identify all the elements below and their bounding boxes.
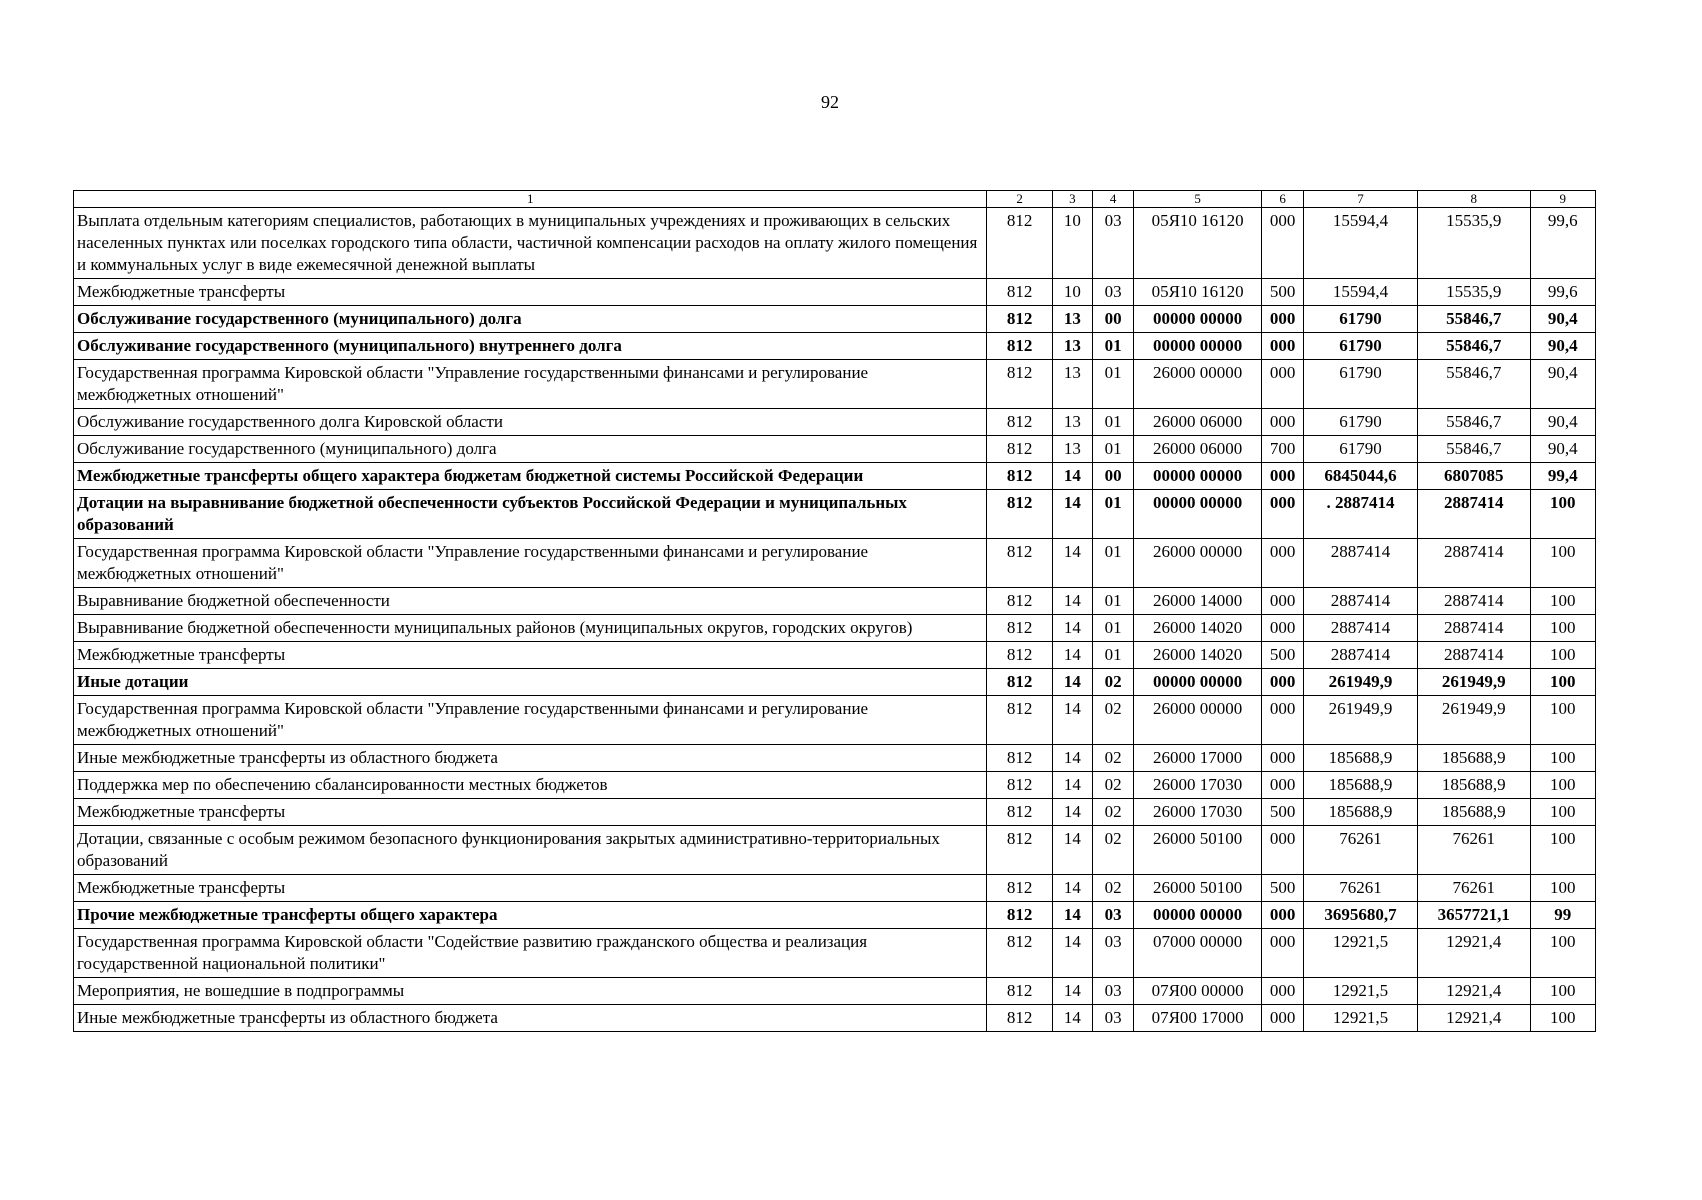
column-header: 8 <box>1417 191 1530 208</box>
cell-actual: 15535,9 <box>1417 279 1530 306</box>
cell-subsection: 01 <box>1093 615 1134 642</box>
cell-target-code: 00000 00000 <box>1134 902 1262 929</box>
cell-plan: 76261 <box>1304 826 1418 875</box>
table-row <box>74 588 1596 615</box>
cell-percent: 100 <box>1530 875 1595 902</box>
column-header: 4 <box>1093 191 1134 208</box>
cell-target-code: 26000 14000 <box>1134 588 1262 615</box>
table-row <box>74 409 1596 436</box>
cell-actual: 55846,7 <box>1417 436 1530 463</box>
cell-actual: 2887414 <box>1417 588 1530 615</box>
cell-target-code: 26000 00000 <box>1134 696 1262 745</box>
cell-subsection: 01 <box>1093 360 1134 409</box>
table-row <box>74 333 1596 360</box>
cell-section: 14 <box>1052 669 1092 696</box>
table-row <box>74 490 1596 539</box>
cell-admin-code: 812 <box>987 642 1052 669</box>
cell-target-code: 26000 17030 <box>1134 799 1262 826</box>
cell-admin-code: 812 <box>987 978 1052 1005</box>
cell-actual: 2887414 <box>1417 615 1530 642</box>
cell-subsection: 03 <box>1093 279 1134 306</box>
cell-plan: 12921,5 <box>1304 1005 1418 1032</box>
cell-plan: 3695680,7 <box>1304 902 1418 929</box>
cell-target-code: 26000 50100 <box>1134 826 1262 875</box>
cell-section: 14 <box>1052 1005 1092 1032</box>
cell-actual: 2887414 <box>1417 490 1530 539</box>
cell-percent: 90,4 <box>1530 306 1595 333</box>
cell-percent: 100 <box>1530 490 1595 539</box>
cell-plan: 61790 <box>1304 436 1418 463</box>
cell-expense-type: 000 <box>1261 669 1303 696</box>
cell-percent: 90,4 <box>1530 360 1595 409</box>
cell-subsection: 03 <box>1093 1005 1134 1032</box>
cell-admin-code: 812 <box>987 669 1052 696</box>
cell-subsection: 01 <box>1093 409 1134 436</box>
row-name: Межбюджетные трансферты <box>74 642 987 669</box>
cell-section: 13 <box>1052 360 1092 409</box>
table-row <box>74 875 1596 902</box>
cell-percent: 100 <box>1530 978 1595 1005</box>
cell-actual: 15535,9 <box>1417 208 1530 279</box>
cell-admin-code: 812 <box>987 539 1052 588</box>
cell-expense-type: 000 <box>1261 463 1303 490</box>
row-name: Межбюджетные трансферты общего характера бюджетам бюджетной системы Российской Федерации <box>74 463 987 490</box>
row-name: Иные межбюджетные трансферты из областного бюджета <box>74 745 987 772</box>
cell-actual: 6807085 <box>1417 463 1530 490</box>
cell-percent: 100 <box>1530 615 1595 642</box>
cell-subsection: 01 <box>1093 588 1134 615</box>
cell-plan: 2887414 <box>1304 615 1418 642</box>
cell-section: 14 <box>1052 772 1092 799</box>
cell-plan: 261949,9 <box>1304 696 1418 745</box>
row-name: Выплата отдельным категориям специалистов, работающих в муниципальных учреждениях и проживающих в сельских населенных пунктах или поселках городского типа области, частичной компенсации расходов на оплату жилого помещения и коммунальных услуг в виде ежемесячной денежной выплаты <box>74 208 987 279</box>
table-row <box>74 642 1596 669</box>
cell-subsection: 01 <box>1093 436 1134 463</box>
cell-section: 13 <box>1052 306 1092 333</box>
table-row <box>74 826 1596 875</box>
cell-admin-code: 812 <box>987 208 1052 279</box>
cell-expense-type: 000 <box>1261 978 1303 1005</box>
cell-target-code: 26000 00000 <box>1134 539 1262 588</box>
cell-plan: 6845044,6 <box>1304 463 1418 490</box>
cell-target-code: 26000 00000 <box>1134 360 1262 409</box>
cell-section: 13 <box>1052 333 1092 360</box>
cell-expense-type: 000 <box>1261 539 1303 588</box>
cell-section: 14 <box>1052 490 1092 539</box>
cell-section: 14 <box>1052 799 1092 826</box>
row-name: Мероприятия, не вошедшие в подпрограммы <box>74 978 987 1005</box>
cell-admin-code: 812 <box>987 799 1052 826</box>
cell-target-code: 07Я00 00000 <box>1134 978 1262 1005</box>
row-name: Иные дотации <box>74 669 987 696</box>
cell-subsection: 01 <box>1093 539 1134 588</box>
cell-section: 13 <box>1052 409 1092 436</box>
cell-section: 14 <box>1052 929 1092 978</box>
cell-admin-code: 812 <box>987 772 1052 799</box>
cell-plan: 12921,5 <box>1304 929 1418 978</box>
cell-plan: 15594,4 <box>1304 208 1418 279</box>
cell-percent: 99,6 <box>1530 208 1595 279</box>
cell-target-code: 07000 00000 <box>1134 929 1262 978</box>
cell-target-code: 00000 00000 <box>1134 306 1262 333</box>
cell-target-code: 26000 14020 <box>1134 615 1262 642</box>
cell-admin-code: 812 <box>987 826 1052 875</box>
cell-expense-type: 000 <box>1261 696 1303 745</box>
cell-expense-type: 000 <box>1261 333 1303 360</box>
cell-percent: 99,6 <box>1530 279 1595 306</box>
cell-plan: 2887414 <box>1304 539 1418 588</box>
cell-subsection: 02 <box>1093 772 1134 799</box>
cell-admin-code: 812 <box>987 1005 1052 1032</box>
cell-admin-code: 812 <box>987 615 1052 642</box>
cell-percent: 90,4 <box>1530 409 1595 436</box>
cell-subsection: 01 <box>1093 490 1134 539</box>
cell-subsection: 03 <box>1093 929 1134 978</box>
table-row <box>74 208 1596 279</box>
cell-subsection: 02 <box>1093 745 1134 772</box>
cell-expense-type: 500 <box>1261 279 1303 306</box>
cell-target-code: 05Я10 16120 <box>1134 279 1262 306</box>
cell-plan: 61790 <box>1304 306 1418 333</box>
table-row <box>74 360 1596 409</box>
row-name: Межбюджетные трансферты <box>74 279 987 306</box>
cell-plan: 61790 <box>1304 409 1418 436</box>
cell-subsection: 02 <box>1093 696 1134 745</box>
cell-actual: 76261 <box>1417 826 1530 875</box>
cell-admin-code: 812 <box>987 929 1052 978</box>
row-name: Поддержка мер по обеспечению сбалансированности местных бюджетов <box>74 772 987 799</box>
cell-expense-type: 000 <box>1261 360 1303 409</box>
cell-actual: 185688,9 <box>1417 772 1530 799</box>
cell-actual: 185688,9 <box>1417 799 1530 826</box>
cell-percent: 90,4 <box>1530 436 1595 463</box>
cell-actual: 12921,4 <box>1417 978 1530 1005</box>
cell-actual: 2887414 <box>1417 539 1530 588</box>
table-row <box>74 696 1596 745</box>
cell-plan: 261949,9 <box>1304 669 1418 696</box>
cell-percent: 100 <box>1530 929 1595 978</box>
cell-expense-type: 000 <box>1261 490 1303 539</box>
row-name: Государственная программа Кировской области "Управление государственными финансами и регулирование межбюджетных отношений" <box>74 360 987 409</box>
cell-actual: 55846,7 <box>1417 333 1530 360</box>
row-name: Государственная программа Кировской области "Содействие развитию гражданского общества и реализация государственной национальной политики" <box>74 929 987 978</box>
row-name: Межбюджетные трансферты <box>74 875 987 902</box>
cell-admin-code: 812 <box>987 279 1052 306</box>
cell-actual: 12921,4 <box>1417 929 1530 978</box>
table-row <box>74 772 1596 799</box>
cell-section: 10 <box>1052 208 1092 279</box>
cell-plan: 185688,9 <box>1304 745 1418 772</box>
cell-expense-type: 000 <box>1261 826 1303 875</box>
table-row <box>74 1005 1596 1032</box>
cell-actual: 2887414 <box>1417 642 1530 669</box>
cell-subsection: 00 <box>1093 463 1134 490</box>
cell-plan: 61790 <box>1304 333 1418 360</box>
column-header: 3 <box>1052 191 1092 208</box>
table-row <box>74 929 1596 978</box>
cell-admin-code: 812 <box>987 360 1052 409</box>
cell-section: 14 <box>1052 978 1092 1005</box>
cell-plan: 12921,5 <box>1304 978 1418 1005</box>
cell-admin-code: 812 <box>987 696 1052 745</box>
cell-subsection: 02 <box>1093 875 1134 902</box>
cell-target-code: 00000 00000 <box>1134 333 1262 360</box>
cell-section: 14 <box>1052 696 1092 745</box>
cell-expense-type: 000 <box>1261 208 1303 279</box>
page-number: 92 <box>821 92 839 112</box>
cell-target-code: 26000 17030 <box>1134 772 1262 799</box>
cell-target-code: 07Я00 17000 <box>1134 1005 1262 1032</box>
column-header: 6 <box>1261 191 1303 208</box>
header-row <box>74 191 1596 208</box>
cell-target-code: 26000 50100 <box>1134 875 1262 902</box>
cell-section: 14 <box>1052 875 1092 902</box>
cell-admin-code: 812 <box>987 490 1052 539</box>
cell-section: 14 <box>1052 539 1092 588</box>
cell-plan: 2887414 <box>1304 588 1418 615</box>
cell-expense-type: 000 <box>1261 409 1303 436</box>
cell-expense-type: 000 <box>1261 306 1303 333</box>
cell-plan: . 2887414 <box>1304 490 1418 539</box>
cell-actual: 3657721,1 <box>1417 902 1530 929</box>
cell-expense-type: 000 <box>1261 902 1303 929</box>
cell-actual: 55846,7 <box>1417 409 1530 436</box>
cell-percent: 100 <box>1530 1005 1595 1032</box>
row-name: Государственная программа Кировской области "Управление государственными финансами и регулирование межбюджетных отношений" <box>74 696 987 745</box>
cell-subsection: 00 <box>1093 306 1134 333</box>
cell-expense-type: 000 <box>1261 745 1303 772</box>
row-name: Выравнивание бюджетной обеспеченности муниципальных районов (муниципальных округов, городских округов) <box>74 615 987 642</box>
cell-actual: 76261 <box>1417 875 1530 902</box>
row-name: Обслуживание государственного (муниципального) внутреннего долга <box>74 333 987 360</box>
cell-section: 14 <box>1052 588 1092 615</box>
row-name: Иные межбюджетные трансферты из областного бюджета <box>74 1005 987 1032</box>
cell-section: 14 <box>1052 902 1092 929</box>
cell-section: 14 <box>1052 826 1092 875</box>
cell-subsection: 03 <box>1093 978 1134 1005</box>
row-name: Обслуживание государственного (муниципального) долга <box>74 306 987 333</box>
table-row <box>74 799 1596 826</box>
cell-subsection: 03 <box>1093 902 1134 929</box>
table-row <box>74 902 1596 929</box>
cell-admin-code: 812 <box>987 463 1052 490</box>
cell-percent: 100 <box>1530 539 1595 588</box>
cell-expense-type: 000 <box>1261 615 1303 642</box>
column-header: 5 <box>1134 191 1262 208</box>
cell-expense-type: 500 <box>1261 875 1303 902</box>
cell-actual: 261949,9 <box>1417 696 1530 745</box>
cell-section: 14 <box>1052 642 1092 669</box>
cell-section: 10 <box>1052 279 1092 306</box>
cell-expense-type: 000 <box>1261 772 1303 799</box>
cell-target-code: 26000 17000 <box>1134 745 1262 772</box>
table-row <box>74 306 1596 333</box>
row-name: Дотации, связанные с особым режимом безопасного функционирования закрытых административно-территориальных образований <box>74 826 987 875</box>
cell-expense-type: 000 <box>1261 588 1303 615</box>
cell-percent: 100 <box>1530 696 1595 745</box>
cell-subsection: 02 <box>1093 826 1134 875</box>
table-row <box>74 745 1596 772</box>
cell-percent: 100 <box>1530 669 1595 696</box>
cell-target-code: 00000 00000 <box>1134 490 1262 539</box>
cell-actual: 185688,9 <box>1417 745 1530 772</box>
cell-expense-type: 000 <box>1261 929 1303 978</box>
table-row <box>74 539 1596 588</box>
row-name: Дотации на выравнивание бюджетной обеспеченности субъектов Российской Федерации и муниципальных образований <box>74 490 987 539</box>
cell-target-code: 00000 00000 <box>1134 669 1262 696</box>
cell-percent: 100 <box>1530 826 1595 875</box>
column-header: 2 <box>987 191 1052 208</box>
cell-admin-code: 812 <box>987 875 1052 902</box>
budget-table <box>73 190 1596 1032</box>
cell-actual: 261949,9 <box>1417 669 1530 696</box>
column-header: 1 <box>74 191 987 208</box>
cell-admin-code: 812 <box>987 745 1052 772</box>
row-name: Государственная программа Кировской области "Управление государственными финансами и регулирование межбюджетных отношений" <box>74 539 987 588</box>
cell-admin-code: 812 <box>987 436 1052 463</box>
row-name: Обслуживание государственного (муниципального) долга <box>74 436 987 463</box>
row-name: Межбюджетные трансферты <box>74 799 987 826</box>
cell-expense-type: 700 <box>1261 436 1303 463</box>
cell-actual: 12921,4 <box>1417 1005 1530 1032</box>
cell-subsection: 02 <box>1093 669 1134 696</box>
cell-target-code: 26000 06000 <box>1134 409 1262 436</box>
cell-percent: 100 <box>1530 745 1595 772</box>
cell-section: 14 <box>1052 463 1092 490</box>
cell-subsection: 01 <box>1093 333 1134 360</box>
table-row <box>74 279 1596 306</box>
cell-section: 14 <box>1052 745 1092 772</box>
cell-section: 13 <box>1052 436 1092 463</box>
cell-plan: 185688,9 <box>1304 799 1418 826</box>
cell-target-code: 26000 14020 <box>1134 642 1262 669</box>
cell-subsection: 02 <box>1093 799 1134 826</box>
table-row <box>74 615 1596 642</box>
cell-plan: 2887414 <box>1304 642 1418 669</box>
cell-admin-code: 812 <box>987 902 1052 929</box>
cell-plan: 185688,9 <box>1304 772 1418 799</box>
cell-plan: 61790 <box>1304 360 1418 409</box>
cell-expense-type: 500 <box>1261 642 1303 669</box>
cell-percent: 100 <box>1530 588 1595 615</box>
cell-target-code: 00000 00000 <box>1134 463 1262 490</box>
cell-percent: 100 <box>1530 772 1595 799</box>
table-row <box>74 463 1596 490</box>
cell-section: 14 <box>1052 615 1092 642</box>
table-row <box>74 436 1596 463</box>
cell-actual: 55846,7 <box>1417 360 1530 409</box>
table-row <box>74 669 1596 696</box>
cell-percent: 99,4 <box>1530 463 1595 490</box>
cell-admin-code: 812 <box>987 409 1052 436</box>
cell-target-code: 26000 06000 <box>1134 436 1262 463</box>
row-name: Прочие межбюджетные трансферты общего характера <box>74 902 987 929</box>
cell-actual: 55846,7 <box>1417 306 1530 333</box>
column-header: 7 <box>1304 191 1418 208</box>
cell-target-code: 05Я10 16120 <box>1134 208 1262 279</box>
cell-percent: 100 <box>1530 642 1595 669</box>
cell-plan: 76261 <box>1304 875 1418 902</box>
cell-subsection: 03 <box>1093 208 1134 279</box>
cell-percent: 99 <box>1530 902 1595 929</box>
cell-subsection: 01 <box>1093 642 1134 669</box>
cell-plan: 15594,4 <box>1304 279 1418 306</box>
cell-admin-code: 812 <box>987 333 1052 360</box>
column-header: 9 <box>1530 191 1595 208</box>
cell-percent: 100 <box>1530 799 1595 826</box>
row-name: Обслуживание государственного долга Кировской области <box>74 409 987 436</box>
cell-admin-code: 812 <box>987 588 1052 615</box>
cell-expense-type: 500 <box>1261 799 1303 826</box>
cell-percent: 90,4 <box>1530 333 1595 360</box>
row-name: Выравнивание бюджетной обеспеченности <box>74 588 987 615</box>
cell-admin-code: 812 <box>987 306 1052 333</box>
cell-expense-type: 000 <box>1261 1005 1303 1032</box>
table-row <box>74 978 1596 1005</box>
